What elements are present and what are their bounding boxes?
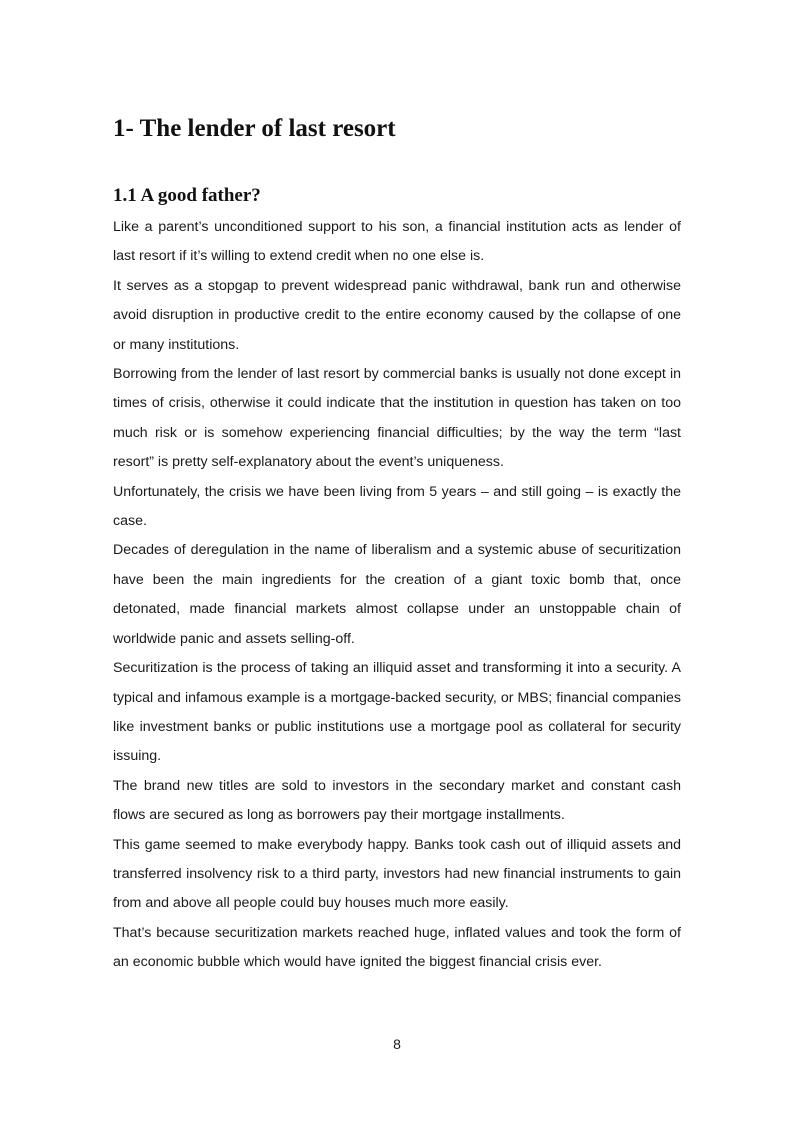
page-content [113, 112, 681, 978]
paragraph: Borrowing from the lender of last resort by commercial banks is usually not done except in times of crisis, otherwise it could indicate that the institution in question has taken on too much risk or is somehow experiencing financial difficulties; by the way the term “last resort” is pretty self-explanatory about the event’s uniqueness. [113, 366, 681, 471]
paragraph: Unfortunately, the crisis we have been living from 5 years – and still going – is exactly the case. [113, 483, 681, 530]
chapter-title: 1- The lender of last resort [113, 115, 396, 142]
paragraph: It serves as a stopgap to prevent widespread panic withdrawal, bank run and otherwise avoid disruption in productive credit to the entire economy caused by the collapse of one or many institutions. [113, 277, 681, 353]
paragraph: Decades of deregulation in the name of liberalism and a systemic abuse of securitization have been the main ingredients for the creation of a giant toxic bomb that, once detonated, made financial markets almost collapse under an unstoppable chain of worldwide panic and assets selling-off. [113, 542, 681, 647]
paragraph: Securitization is the process of taking an illiquid asset and transforming it into a security. A typical and infamous example is a mortgage-backed security, or MBS; financial companies like investment banks or public institutions use a mortgage pool as collateral for security issuing. [113, 660, 681, 765]
paragraph: Like a parent’s unconditioned support to his son, a financial institution acts as lender of last resort if it’s willing to extend credit when no one else is. [113, 219, 681, 265]
section-title: 1.1 A good father? [113, 185, 261, 206]
page-number: 8 [393, 1036, 401, 1052]
paragraph: The brand new titles are sold to investors in the secondary market and constant cash flows are secured as long as borrowers pay their mortgage installments. [113, 777, 681, 824]
section-body [113, 213, 681, 978]
paragraph: That’s because securitization markets reached huge, inflated values and took the form of an economic bubble which would have ignited the biggest financial crisis ever. [113, 924, 681, 971]
paragraph: This game seemed to make everybody happy. Banks took cash out of illiquid assets and transferred insolvency risk to a third party, investors had new financial instruments to gain from and above all people could buy houses much more easily. [113, 836, 681, 912]
